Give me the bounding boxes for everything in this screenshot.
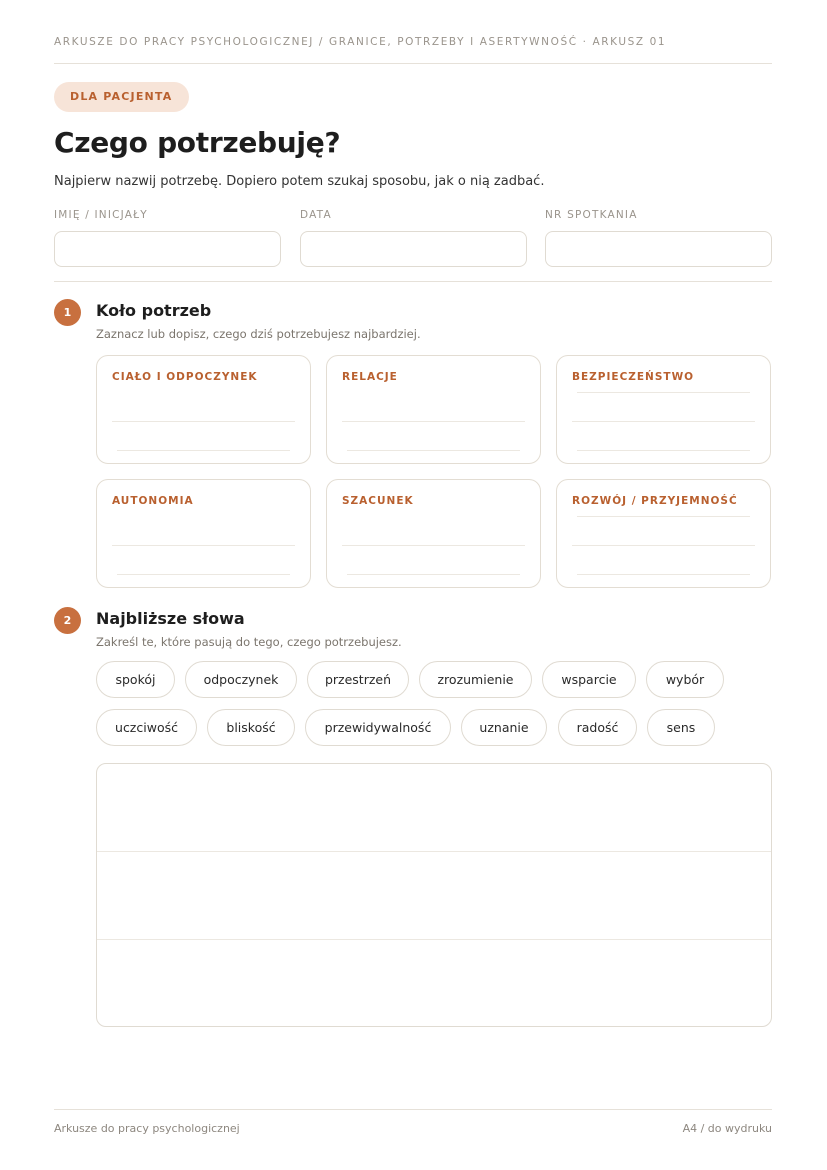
writing-line (117, 574, 290, 575)
need-card-label: SZACUNEK (342, 495, 414, 507)
notes-area[interactable] (96, 763, 772, 1027)
writing-line (347, 574, 520, 575)
writing-line (347, 450, 520, 451)
session-number-field-label: NR SPOTKANIA (545, 209, 638, 221)
word-chip-bliskosc[interactable]: bliskość (207, 709, 295, 746)
writing-line (572, 545, 755, 546)
writing-line (342, 545, 525, 546)
word-chip-odpoczynek[interactable]: odpoczynek (185, 661, 297, 698)
breadcrumb: ARKUSZE DO PRACY PSYCHOLOGICZNEJ / GRANICE, POTRZEBY I ASERTYWNOŚĆ · ARKUSZ 01 (54, 36, 667, 48)
section-1-title: Koło potrzeb (96, 301, 212, 320)
word-chip-radosc[interactable]: radość (558, 709, 637, 746)
need-card-safety[interactable] (556, 355, 771, 464)
need-card-label: AUTONOMIA (112, 495, 194, 507)
need-card-autonomy[interactable] (96, 479, 311, 588)
writing-line (577, 574, 750, 575)
fields-divider (54, 281, 772, 282)
section-2-number: 2 (54, 607, 81, 634)
need-card-relations[interactable] (326, 355, 541, 464)
need-card-label: CIAŁO I ODPOCZYNEK (112, 371, 258, 383)
section-2-description: Zakreśl te, które pasują do tego, czego potrzebujesz. (96, 635, 402, 649)
need-card-label: ROZWÓJ / PRZYJEMNOŚĆ (572, 495, 738, 507)
date-field-label: DATA (300, 209, 332, 221)
need-card-body-rest[interactable] (96, 355, 311, 464)
footer-title: Arkusze do pracy psychologicznej (54, 1122, 240, 1135)
section-1-number: 1 (54, 299, 81, 326)
word-chip-uczciwosc[interactable]: uczciwość (96, 709, 197, 746)
name-field[interactable] (54, 231, 281, 267)
writing-line (577, 450, 750, 451)
word-chip-przestrzen[interactable]: przestrzeń (307, 661, 409, 698)
writing-line (577, 392, 750, 393)
writing-line (117, 450, 290, 451)
page-title: Czego potrzebuję? (54, 126, 341, 159)
need-card-label: BEZPIECZEŃSTWO (572, 371, 695, 383)
need-card-growth-pleasure[interactable] (556, 479, 771, 588)
word-chip-zrozumienie[interactable]: zrozumienie (419, 661, 532, 698)
word-chip-wsparcie[interactable]: wsparcie (542, 661, 636, 698)
notes-line (97, 851, 771, 852)
word-chip-spokoj[interactable]: spokój (96, 661, 175, 698)
writing-line (342, 421, 525, 422)
notes-line (97, 939, 771, 940)
footer-print-note: A4 / do wydruku (682, 1122, 772, 1135)
word-chip-wybor[interactable]: wybór (646, 661, 724, 698)
date-field[interactable] (300, 231, 527, 267)
section-1-description: Zaznacz lub dopisz, czego dziś potrzebujesz najbardziej. (96, 327, 421, 341)
word-chip-uznanie[interactable]: uznanie (461, 709, 547, 746)
writing-line (112, 421, 295, 422)
header-divider (54, 63, 772, 64)
worksheet-page (54, 0, 772, 1170)
name-field-label: IMIĘ / INICJAŁY (54, 209, 148, 221)
footer-divider (54, 1109, 772, 1110)
word-chip-przewidywalnosc[interactable]: przewidywalność (305, 709, 451, 746)
writing-line (112, 545, 295, 546)
writing-line (572, 421, 755, 422)
audience-badge: DLA PACJENTA (54, 82, 189, 112)
need-card-respect[interactable] (326, 479, 541, 588)
page-subtitle: Najpierw nazwij potrzebę. Dopiero potem szukaj sposobu, jak o nią zadbać. (54, 174, 545, 189)
writing-line (577, 516, 750, 517)
need-card-label: RELACJE (342, 371, 398, 383)
session-number-field[interactable] (545, 231, 772, 267)
section-2-title: Najbliższe słowa (96, 609, 245, 628)
word-chip-sens[interactable]: sens (647, 709, 715, 746)
